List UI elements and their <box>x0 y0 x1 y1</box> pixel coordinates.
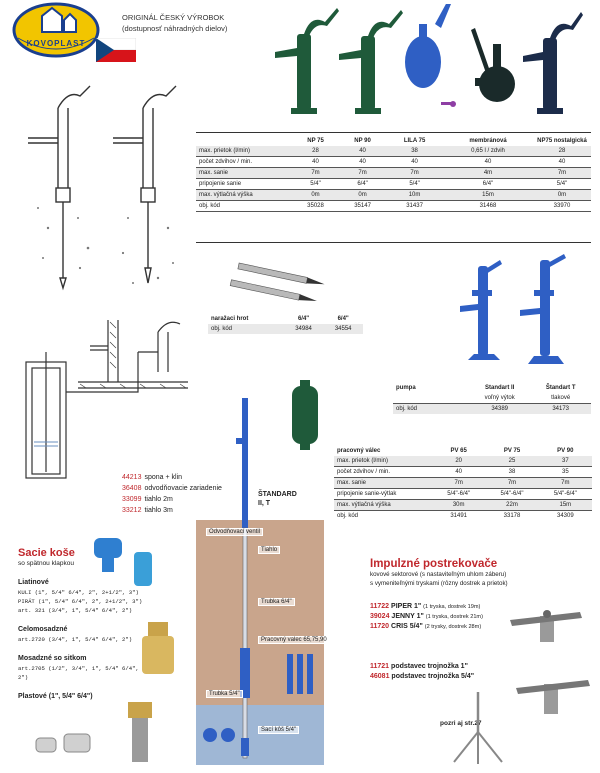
list-item: 39024 JENNY 1" (1 tryska, dostrek 21m) <box>370 613 483 620</box>
table-row: max. výtlačná výška 0m 0m 10m 15m 0m <box>196 190 591 201</box>
brass-strainer-photo <box>120 700 160 764</box>
well-label-valec: Pracovný valec 65,75,90 <box>258 636 330 644</box>
kovoplast-logo <box>12 2 100 58</box>
list-item: 46081 podstavec trojnožka 5/4" <box>370 673 475 680</box>
suction-basket-blue-icon <box>200 720 240 750</box>
table-row: pripojenie sanie 5/4" 6/4" 5/4" 6/4" 5/4" <box>196 179 591 190</box>
table-row: max. prietok (l/min) 28 40 38 0,65 l / zdvih 28 <box>196 146 591 157</box>
drive-point-photo <box>225 262 335 312</box>
list-item: 33212 tiahlo 3m <box>122 507 173 514</box>
section-subtitle: so spätnou klapkou <box>18 560 75 567</box>
working-cylinder-table: pracovný válec PV 65 PV 75 PV 90 max. prietok (l/min) 20 25 37 počet zdvihov / min. 40 38 35 max. sanie 7m 7m 7m pripojenie sanie-výtlak 5/4"-6/4" 5/4"-6/4" 5/4"-6/4" max. výtlačná výška 30m 22m 15m obj. kód 31491 33178 34309 <box>334 446 592 521</box>
section-title: Impulzné postrekovače <box>370 558 498 570</box>
col-np75-nostalgic: NP75 nostalgická <box>537 137 587 144</box>
table-row: max. prietok (l/min) 20 25 37 <box>334 456 592 467</box>
well-label-valve: Odvodňovací ventil <box>206 528 263 536</box>
tripod-stand-photo <box>448 688 508 766</box>
table-row: obj. kód 34389 34173 <box>393 404 591 415</box>
working-cylinder-photo <box>288 380 322 450</box>
well-label-trubka-5-4: Trubka 5/4" <box>206 690 243 698</box>
table-row: počet zdvihov / min. 40 40 40 40 40 <box>196 157 591 168</box>
col-membranova: membránová <box>469 138 507 144</box>
col-np75: NP 75 <box>307 138 324 144</box>
origin-line-2: (dostupnosť náhradných dielov) <box>122 24 228 33</box>
well-label-tiahlo: Tiahlo <box>258 546 280 554</box>
sprinkler-2-photo <box>510 672 595 718</box>
standart-pump-table: pumpa Standart II Štandart T voľný výtok tlakové obj. kód 34389 34173 <box>393 383 591 414</box>
see-also-note: pozri aj str.27 <box>440 720 482 727</box>
list-item: 36408 odvodňovacie zariadenie <box>122 485 222 492</box>
czech-flag-icon <box>96 38 136 62</box>
well-label-standard: ŠTANDARD II, T <box>258 491 297 507</box>
col-np90: NP 90 <box>354 138 371 144</box>
sprinkler-photo <box>500 606 595 646</box>
table-row: počet zdvihov / min. 40 38 35 <box>334 467 592 478</box>
standart-pumps-photo <box>440 250 590 380</box>
brand-name: KOVOPLAST <box>26 39 86 48</box>
brass-basket-photo <box>138 620 178 680</box>
hand-pump-spec-table <box>196 136 591 212</box>
well-label-kos: Sací kôš 5/4" <box>258 726 299 734</box>
plastic-basket-photo <box>34 728 94 764</box>
origin-line-1: ORIGINÁL ČESKÝ VÝROBOK <box>122 13 225 22</box>
section-desc-2: s vymeniteľnými tryskami (rôzny dostrek a prietok) <box>370 580 508 587</box>
cylinder-parts-icon <box>285 650 315 698</box>
section-desc-1: kovové sektorové (s nastaviteľným uhlom záberu) <box>370 571 507 578</box>
section-title: Sacie koše <box>18 547 75 559</box>
deep-well-diagram <box>18 312 198 482</box>
col-lila75: LILA 75 <box>403 138 426 144</box>
origin-note <box>122 12 227 34</box>
table-row: obj. kód 34984 34554 <box>208 324 363 334</box>
table-row: max. sanie 7m 7m 7m 4m 7m <box>196 168 591 179</box>
table-row: obj. kód 35028 35147 31437 31468 33970 <box>196 201 591 212</box>
accessory-parts-list <box>122 472 222 516</box>
drive-point-table: naražaci hrot 6/4" 6/4" obj. kód 34984 34554 <box>208 314 363 334</box>
well-pump-pipe <box>232 398 260 768</box>
list-item: 11722 PIPER 1" (1 tryska, dostrek 19m) <box>370 603 481 610</box>
blue-suction-basket-photo <box>90 530 160 590</box>
pump-installation-drawing <box>18 78 198 298</box>
table-row: voľný výtok tlakové <box>393 393 591 404</box>
well-label-trubka-6-4: Trubka 6/4" <box>258 598 295 606</box>
table-row: pripojenie sanie-výtlak 5/4"-6/4" 5/4"-6/4" 5/4"-6/4" <box>334 489 592 500</box>
table-row: max. sanie 7m 7m 7m <box>334 478 592 489</box>
list-item: 11720 CRIS 5/4" (2 trysky, dostrek 28m) <box>370 623 482 630</box>
table-row: obj. kód 31491 33178 34309 <box>337 513 574 519</box>
suction-baskets-section: Sacie koše so spätnou klapkou Liatinové KULI (1", 5/4" 6/4", 2", 2+1/2", 3") PIRÁT (1", 5/4" 6/4", 2", 2+1/2", 3") art. 321 (3/4", 1", 5/4" 6/4", 2") Celomosadzné art.2720 (3/4", 1", 5/4" 6/4", 2") Mosadzné so sitkom art.2705 (1/2", 3/4", 1", 5/4" 6/4", 2") Plastové (1", 5/4" 6/4") <box>18 547 148 702</box>
list-item: 11721 podstavec trojnožka 1" <box>370 663 468 670</box>
table-row: max. výtlačná výška 30m 22m 15m <box>334 500 592 511</box>
pump-photos-row <box>275 4 595 116</box>
list-item: 44213 spona + klin <box>122 474 183 481</box>
list-item: 33099 tiahlo 2m <box>122 496 173 503</box>
